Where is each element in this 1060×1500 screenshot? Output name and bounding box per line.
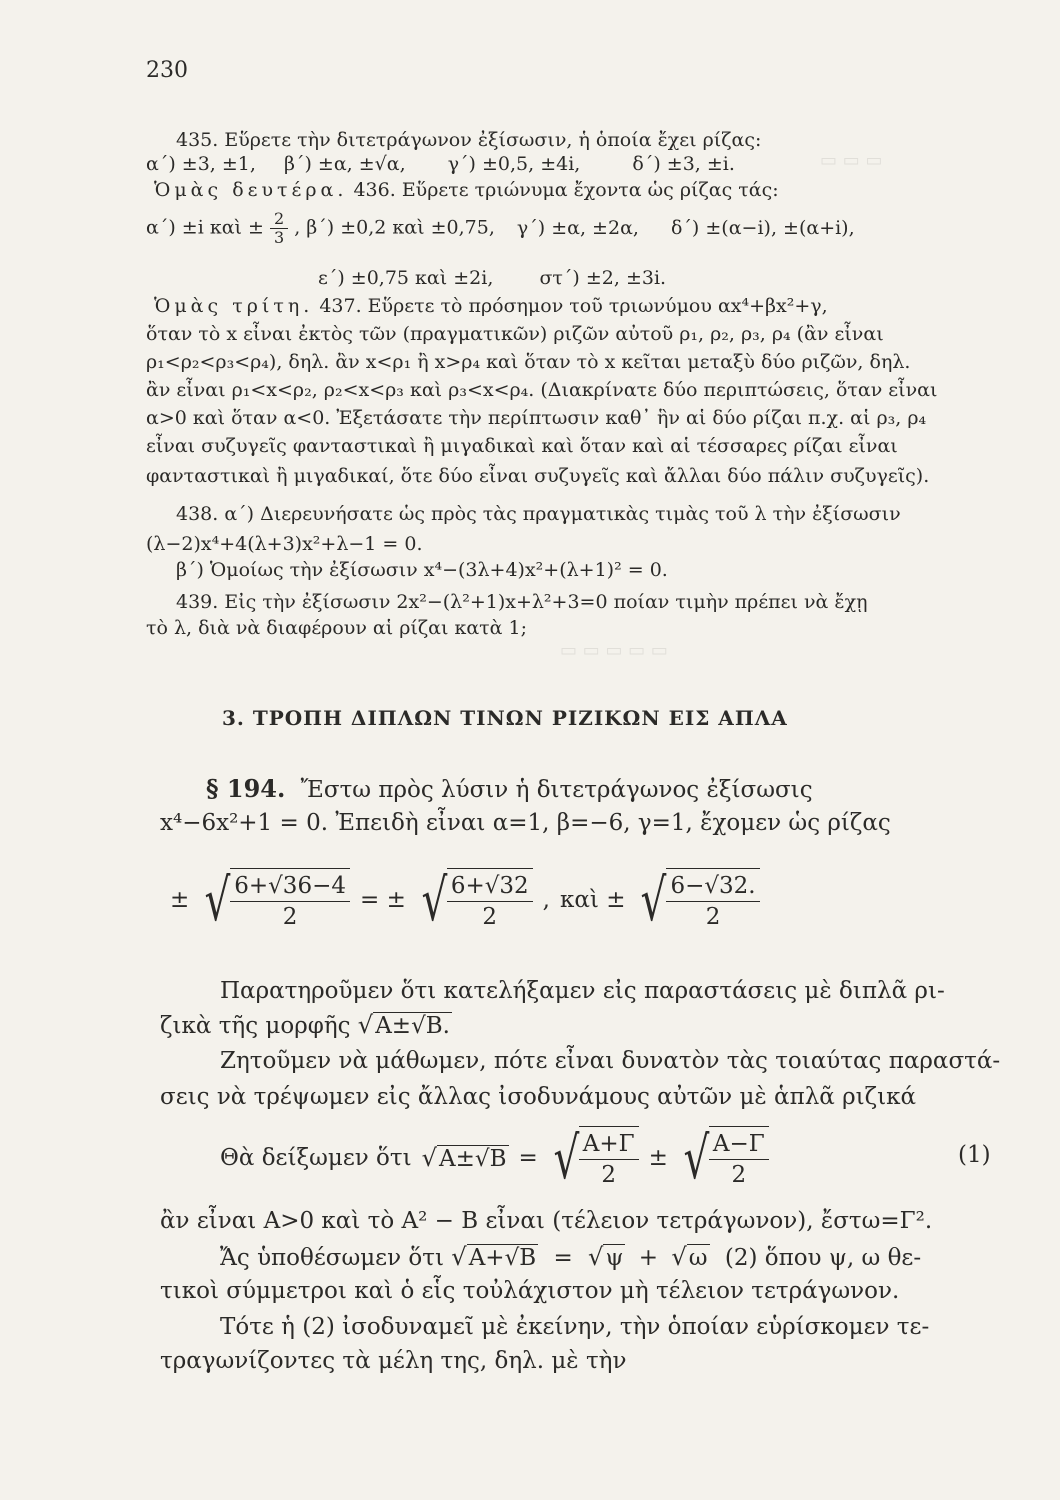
ex438-line1: 438. α΄) Διερευνήσατε ὡς πρὸς τὰς πραγματικὰς τιμὰς τοῦ λ τὴν ἐξίσωσιν: [176, 503, 901, 525]
eq2-f1-den: 2: [601, 1162, 616, 1188]
sqrt-icon: √: [357, 1011, 374, 1039]
eq2-lhs-radicand: A±√B: [439, 1145, 507, 1172]
eq1-radical-2: [416, 868, 533, 932]
body-line6: [220, 1242, 921, 1273]
eq2-radical-1: [548, 1126, 639, 1190]
eq2-lhs: [422, 1143, 509, 1174]
ex436-a-fraction: [270, 210, 288, 247]
ex436-options-row2: [318, 266, 666, 290]
eq2-plusminus: ±: [648, 1145, 668, 1171]
par194-text1: Ἔστω πρὸς λύσιν ἡ διτετράγωνος ἐξίσωσις: [300, 777, 813, 803]
ex437-line5: α>0 καὶ ὅταν α<0. Ἐξετάσατε τὴν περίπτωσιν καθ᾽ ἣν αἱ δύο ρίζαι π.χ. αἱ ρ₃, ρ₄: [146, 407, 927, 429]
eq1-r2-den: 2: [482, 904, 498, 930]
par194-line2: x⁴−6x²+1 = 0. Ἐπειδὴ εἶναι α=1, β=−6, γ=1, ἔχομεν ὡς ρίζας: [160, 810, 891, 836]
page-number: 230: [146, 58, 188, 83]
ex436-a-pre: α΄) ±i καὶ ±: [146, 216, 264, 239]
ex436-c: γ΄) ±α, ±2α,: [516, 216, 639, 239]
eq2-tag: (1): [958, 1142, 991, 1168]
body-line2-text: ζικὰ τῆς μορφῆς: [160, 1013, 351, 1039]
section-title: 3. ΤΡΟΠΗ ΔΙΠΛΩΝ ΤΙΝΩΝ ΡΙΖΙΚΩΝ ΕΙΣ ΑΠΛΑ: [222, 706, 788, 730]
eq1-r2-num: 6+√32: [447, 871, 533, 902]
ex436-a-num: 2: [270, 210, 288, 229]
ex436-options-row1: [146, 210, 855, 247]
ex436-a-post: , β΄) ±0,2 καὶ ±0,75,: [294, 216, 495, 239]
eq2-fraction-1: [579, 1126, 639, 1190]
eq2-f2-num: A−Γ: [709, 1129, 769, 1160]
eq1-fraction-3: [666, 868, 759, 932]
body-line6-prefix: Ἄς ὑποθέσωμεν ὅτι: [220, 1245, 444, 1271]
sqrt-icon: √: [671, 1243, 687, 1271]
body-line9: τραγωνίζοντες τὰ μέλη της, δηλ. μὲ τὴν: [160, 1348, 627, 1374]
eq1-r3-num: 6−√32.: [666, 871, 759, 902]
ex439-line1: 439. Εἰς τὴν ἐξίσωσιν 2x²−(λ²+1)x+λ²+3=0 ποίαν τιμὴν πρέπει νὰ ἔχῃ: [176, 591, 868, 613]
ex437-line2: ὅταν τὸ x εἶναι ἐκτὸς τῶν (πραγματικῶν) ριζῶν αὐτοῦ ρ₁, ρ₂, ρ₃, ρ₄ (ἂν εἶναι: [146, 323, 884, 345]
sqrt-icon: √: [451, 1243, 467, 1271]
group3-line: [154, 294, 828, 318]
sqrt-icon: √: [641, 866, 667, 934]
sqrt-icon: √: [421, 1143, 438, 1172]
eq1-radical-3: [635, 868, 759, 932]
body-line6-suffix: (2) ὅπου ψ, ω θε-: [724, 1245, 922, 1271]
eq1-comma: ,: [542, 887, 550, 913]
ex436-e: ε΄) ±0,75 καὶ ±2i,: [318, 267, 494, 289]
ex437-line3: ρ₁<ρ₂<ρ₃<ρ₄), δηλ. ἂν x<ρ₁ ἢ x>ρ₄ καὶ ὅταν τὸ x κεῖται μεταξὺ δύο ριζῶν, δηλ.: [146, 351, 911, 373]
group2-line: [154, 178, 779, 202]
eq1-fraction-1: [230, 868, 350, 932]
body-line1: Παρατηροῦμεν ὅτι κατελήξαμεν εἰς παραστάσεις μὲ διπλᾶ ρι-: [220, 978, 945, 1004]
body-line6-radicand3: ω: [688, 1245, 708, 1271]
body-line4: σεις νὰ τρέψωμεν εἰς ἄλλας ἰσοδυνάμους αὐτῶν μὲ ἁπλᾶ ριζικά: [160, 1084, 917, 1110]
body-line7: τικοὶ σύμμετροι καὶ ὁ εἷς τοὐλάχιστον μὴ τέλειον τετράγωνον.: [160, 1278, 900, 1304]
eq2-f1-num: A+Γ: [579, 1129, 639, 1160]
sqrt-icon: √: [421, 866, 448, 934]
show-through-artifact: ▭ ▭ ▭ ▭ ▭: [560, 640, 668, 661]
ex436-d: δ΄) ±(α−i), ±(α+i),: [670, 216, 855, 239]
eq1-fraction-2: [447, 868, 533, 932]
ex435-a: α΄) ±3, ±1,: [146, 153, 256, 175]
body-line2: [160, 1010, 452, 1041]
sqrt-icon: √: [683, 1124, 710, 1192]
eq2-radical-2: [678, 1126, 769, 1190]
sqrt-icon: √: [204, 866, 231, 934]
identity-equation: [220, 1126, 769, 1190]
sqrt-icon: √: [553, 1124, 580, 1192]
ex439-line2: τὸ λ, διὰ νὰ διαφέρουν αἱ ρίζαι κατὰ 1;: [146, 617, 528, 639]
eq1-radical-1: [199, 868, 350, 932]
body-line6-equals: =: [553, 1245, 573, 1271]
ex438-line3: β΄) Ὁμοίως τὴν ἐξίσωσιν x⁴−(3λ+4)x²+(λ+1)² = 0.: [176, 559, 668, 581]
ex438-line2: (λ−2)x⁴+4(λ+3)x²+λ−1 = 0.: [146, 533, 423, 555]
eq2-equals: =: [518, 1145, 538, 1171]
ex436-f: στ΄) ±2, ±3i.: [539, 267, 667, 289]
ex435-b: β΄) ±α, ±√α,: [283, 153, 406, 175]
body-line8: Τότε ἡ (2) ἰσοδυναμεῖ μὲ ἐκείνην, τὴν ὁποίαν εὑρίσκομεν τε-: [220, 1314, 930, 1340]
eq1-r1-den: 2: [282, 904, 298, 930]
ex437-line7: φανταστικαὶ ἢ μιγαδικαί, ὅτε δύο εἶναι συζυγεῖς καὶ ἄλλαι δύο πάλιν συζυγεῖς).: [146, 465, 930, 487]
eq2-prefix: Θὰ δείξωμεν ὅτι: [220, 1145, 412, 1171]
body-line6-radicand2: ψ: [605, 1245, 624, 1271]
ex437-line1: 437. Εὕρετε τὸ πρόσημον τοῦ τριωνύμου αx⁴+βx²+γ,: [319, 295, 828, 317]
ex436-a-den: 3: [273, 228, 285, 247]
body-line6-radicand1: A+√B: [468, 1245, 537, 1271]
ex435-c: γ΄) ±0,5, ±4i,: [447, 153, 581, 175]
eq1-plusminus: ±: [170, 887, 190, 913]
show-through-artifact: ▭ ▭ ▭: [820, 150, 883, 171]
body-line5: ἂν εἶναι A>0 καὶ τὸ A² − B εἶναι (τέλειον τετράγωνον), ἔστω=Γ².: [160, 1208, 933, 1234]
eq1-kai: καὶ ±: [559, 887, 626, 913]
eq2-f2-den: 2: [731, 1162, 747, 1188]
ex435-options: [146, 152, 735, 176]
eq1-r3-den: 2: [705, 904, 721, 930]
sqrt-icon: √: [588, 1243, 604, 1271]
ex435-d: δ΄) ±3, ±i.: [632, 153, 735, 175]
ex436-intro: 436. Εὕρετε τριώνυμα ἔχοντα ὡς ρίζας τάς:: [353, 179, 779, 201]
eq1-r1-num: 6+√36−4: [230, 871, 350, 902]
ex437-line4: ἂν εἶναι ρ₁<x<ρ₂, ρ₂<x<ρ₃ καὶ ρ₃<x<ρ₄. (Διακρίνατε δύο περιπτώσεις, ὅταν εἶναι: [146, 379, 938, 401]
eq2-fraction-2: [709, 1126, 769, 1190]
body-line3: Ζητοῦμεν νὰ μάθωμεν, πότε εἶναι δυνατὸν τὰς τοιαύτας παραστά-: [220, 1048, 1001, 1074]
ex435-intro: 435. Εὕρετε τὴν διτετράγωνον ἐξίσωσιν, ἡ ὁποία ἔχει ρίζας:: [176, 129, 762, 151]
ex437-line6: εἶναι συζυγεῖς φανταστικαὶ ἢ μιγαδικαὶ καὶ ὅταν καὶ αἱ τέσσαρες ρίζαι εἶναι: [146, 435, 898, 457]
body-line6-plus: +: [638, 1245, 659, 1271]
par194-number: § 194.: [206, 774, 286, 803]
eq1-equals: = ±: [359, 887, 406, 913]
roots-equation: [170, 868, 760, 932]
par194-line1: [206, 774, 813, 805]
group2-label: Ὁμὰς δευτέρα.: [154, 179, 348, 201]
body-line2-radicand: A±√B.: [375, 1013, 450, 1039]
group3-label: Ὁμὰς τρίτη.: [154, 295, 314, 317]
